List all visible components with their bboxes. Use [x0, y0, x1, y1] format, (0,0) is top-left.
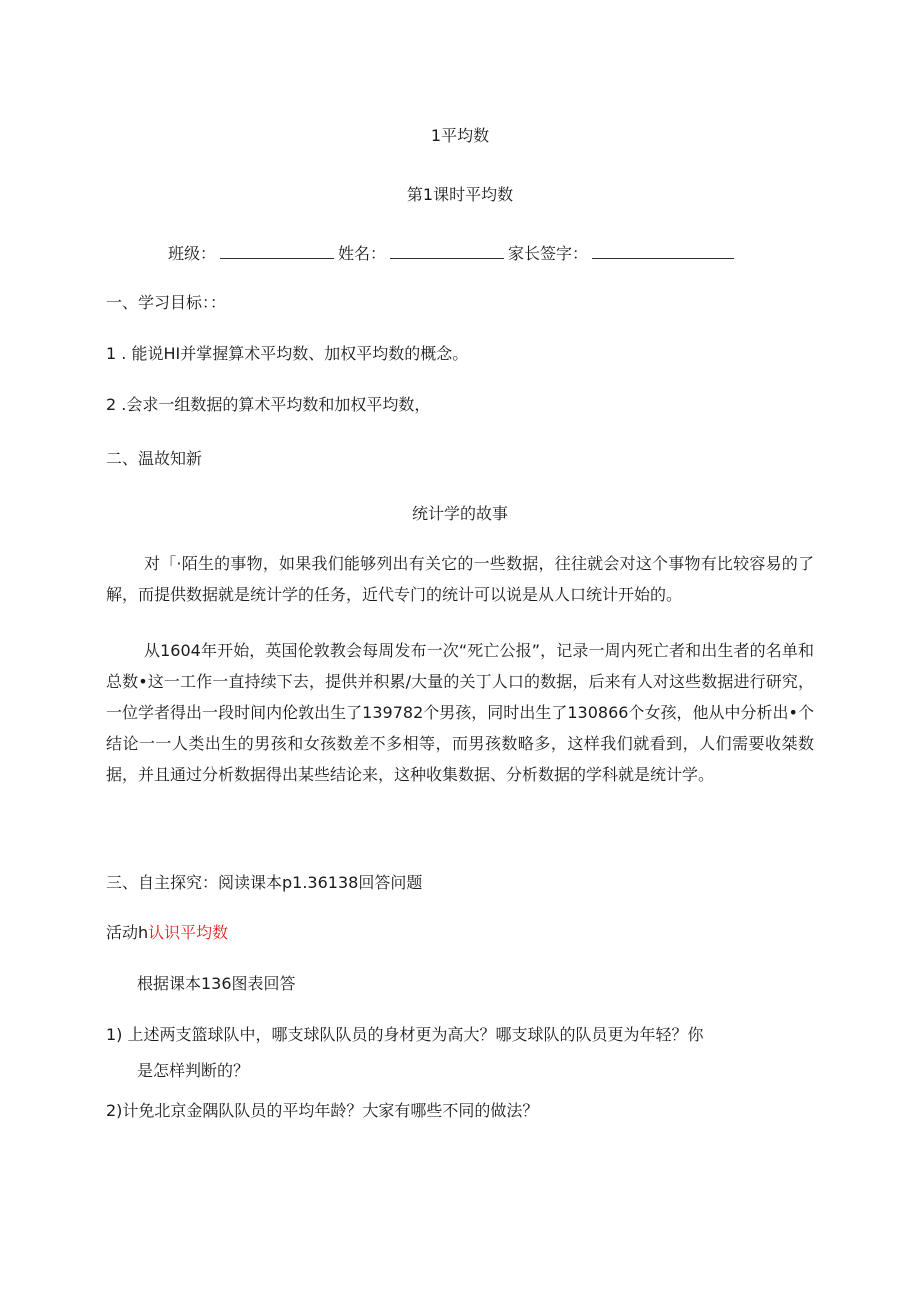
question-2: 2)计免北京金隅队队员的平均年龄？大家有哪些不同的做法？ — [106, 1101, 539, 1120]
name-label: 姓名： — [338, 244, 387, 263]
lesson-subtitle: 第1课时平均数 — [406, 185, 514, 204]
activity-heading — [106, 923, 228, 943]
parent-signature-field-line — [592, 242, 734, 259]
section-review-heading: 二、温故知新 — [106, 449, 203, 468]
story-paragraph-2: 从1604年开始，英国伦敦教会每周发布一次“死亡公报”，记录一周内死亡者和出生者的名单和总数•这一工作一直持续下去，提供并积累/大量的关丁人口的数据，后来有人对这些数据进行研究，一位学者得出一段时间内伦敦出生了139782个男孩，同时出生了130866个女孩，他从中分析出•个结论一一人类出生的男孩和女孩数差不多相等，而男孩数略多，这样我们就看到，人们需要收桀数据，并且通过分析数据得出某些结论来，这种收集数据、分析数据的学科就是统计学。 — [106, 641, 814, 784]
section-learning-goals-heading: 一、学习目标：： — [106, 293, 227, 312]
header-fields — [168, 242, 738, 264]
learning-goal-item: 2 .会求一组数据的算术平均数和加权平均数， — [106, 395, 431, 414]
learning-goal-item: 1 . 能说HI并掌握算术平均数、加权平均数的概念。 — [106, 344, 469, 363]
story-title: 统计学的故事 — [411, 504, 508, 523]
name-field-line — [390, 242, 504, 259]
section-explore-heading: 三、自主探究：阅读课本p1.36138回答问题 — [106, 873, 423, 892]
activity-title: 认识平均数 — [148, 923, 229, 942]
class-label: 班级： — [168, 244, 217, 263]
activity-prefix: 活动h — [106, 923, 149, 942]
question-1-line-2: 是怎样判断的？ — [137, 1061, 250, 1080]
parent-signature-label: 家长签字： — [508, 244, 589, 263]
page-title: 1平均数 — [430, 126, 490, 145]
class-field-line — [220, 242, 334, 259]
question-1-line-1: 1) 上述两支篮球队中，哪支球队队员的身材更为高大？哪支球队的队员更为年轻？你 — [106, 1025, 704, 1044]
activity-instruction: 根据课本136图表回答 — [137, 974, 296, 993]
story-paragraph-1: 对「·陌生的事物，如果我们能够列出有关它的一些数据，往往就会对这个事物有比较容易的了解，而提供数据就是统计学的任务，近代专门的统计可以说是从人口统计开始的。 — [106, 554, 814, 604]
